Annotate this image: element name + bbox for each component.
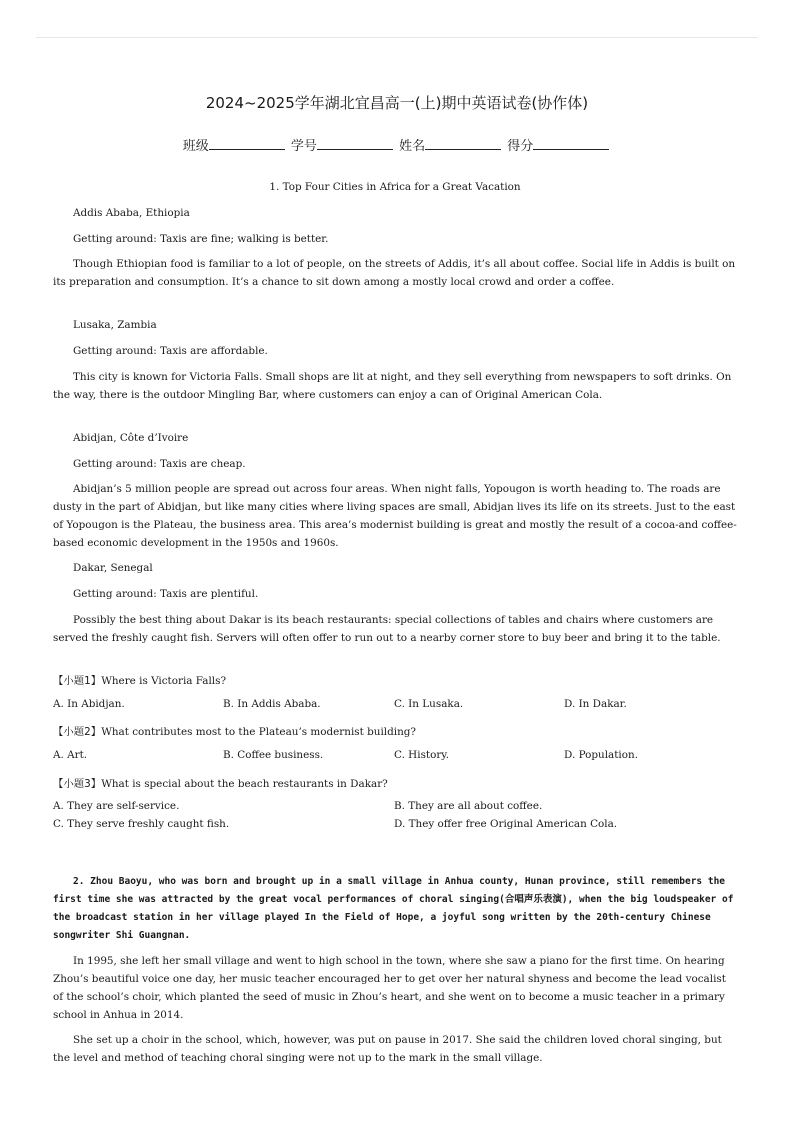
- question-label: 【小题3】: [53, 778, 102, 790]
- question-2: [53, 723, 737, 741]
- passage1-para: [53, 316, 737, 334]
- passage1-para: [53, 611, 737, 647]
- passage1-para: [53, 255, 737, 291]
- option-d[interactable]: D. They offer free Original American Cola.: [394, 818, 618, 830]
- passage1-text: [53, 204, 737, 222]
- option-a[interactable]: A. They are self-service.: [53, 800, 180, 812]
- city-heading: Addis Ababa, Ethiopia: [73, 207, 190, 219]
- paragraph: This city is known for Victoria Falls. Small shops are lit at night, and they sell everything from newspapers to soft drinks. On the way, there is the outdoor Mingling Bar, where customers can enjoy a can of Original American Cola.: [53, 371, 732, 401]
- student-info-fields: [0, 135, 794, 154]
- question-label: 【小题2】: [53, 726, 102, 738]
- exam-title: 2024~2025学年湖北宜昌高一(上)期中英语试卷(协作体): [205, 94, 589, 112]
- field-score-blank[interactable]: [533, 136, 609, 150]
- option-b[interactable]: B. Coffee business.: [223, 749, 324, 761]
- field-class-label: 班级: [182, 139, 209, 154]
- getting-around: Getting around: Taxis are plentiful.: [73, 588, 259, 600]
- option-a[interactable]: A. In Abidjan.: [53, 698, 125, 710]
- option-c[interactable]: C. They serve freshly caught fish.: [53, 818, 230, 830]
- question-3-options-row2: [53, 818, 737, 836]
- question-2-options: [53, 749, 737, 767]
- paragraph: Abidjan’s 5 million people are spread out across four areas. When night falls, Yopougon is worth heading to. The roads are dusty in the part of Abidjan, but like many cities where living spaces are small, Abidjan lives its life on its streets. Just to the east of Yopougon is the Plateau, the business area. This area’s modernist building is great and mostly the result of a cocoa-and coffee-based economic development in the 1950s and 1960s.: [53, 483, 737, 549]
- question-text: Where is Victoria Falls?: [101, 675, 227, 687]
- paragraph: She set up a choir in the school, which, however, was put on pause in 2017. She said the children loved choral singing, but the level and method of teaching choral singing were not up to the mark in the small village.: [53, 1034, 722, 1064]
- getting-around: Getting around: Taxis are affordable.: [73, 345, 268, 357]
- option-c[interactable]: C. In Lusaka.: [394, 698, 464, 710]
- question-text: What is special about the beach restaurants in Dakar?: [101, 778, 388, 790]
- option-b[interactable]: B. In Addis Ababa.: [223, 698, 321, 710]
- city-heading: Abidjan, Côte d’Ivoire: [73, 432, 189, 444]
- option-a[interactable]: A. Art.: [53, 749, 88, 761]
- city-heading: Dakar, Senegal: [73, 562, 153, 574]
- passage1-para: [53, 559, 737, 577]
- passage1-para: [53, 368, 737, 404]
- field-number-blank[interactable]: [317, 136, 393, 150]
- field-name-blank[interactable]: [425, 136, 501, 150]
- option-b[interactable]: B. They are all about coffee.: [394, 800, 543, 812]
- passage1-para: [53, 455, 737, 473]
- passage2-para: [53, 952, 737, 1024]
- getting-around: Getting around: Taxis are cheap.: [73, 458, 246, 470]
- passage1-para: [53, 342, 737, 360]
- passage1-title: 1. Top Four Cities in Africa for a Great Vacation: [269, 181, 521, 193]
- field-class-blank[interactable]: [209, 136, 285, 150]
- option-d[interactable]: D. In Dakar.: [564, 698, 627, 710]
- paragraph: Though Ethiopian food is familiar to a lot of people, on the streets of Addis, it’s all about coffee. Social life in Addis is built on its preparation and consumption. It’s a chance to sit down among a mostly local crowd and order a coffee.: [53, 258, 736, 288]
- page-top-rule: [36, 37, 758, 38]
- paragraph: Possibly the best thing about Dakar is its beach restaurants: special collections of tables and chairs where customers are served the freshly caught fish. Servers will often offer to run out to a nearby corner store to buy beer and bring it to the table.: [53, 614, 721, 644]
- question-1-options: [53, 698, 737, 716]
- passage1-para: [53, 230, 737, 248]
- passage1-para: [53, 429, 737, 447]
- passage2-intro-block: [53, 873, 737, 945]
- passage2-para: [53, 1031, 737, 1067]
- field-name-label: 姓名: [399, 139, 426, 154]
- field-score-label: 得分: [507, 139, 534, 154]
- passage2-intro: 2. Zhou Baoyu, who was born and brought up in a small village in Anhua county, Hunan province, still remembers the first time she was attracted by the great vocal performances of choral singing(合唱声乐表演), when the big loudspeaker of the broadcast station in her village played In the Field of Hope, a joyful song written by the 20th-century Chinese songwriter Shi Guangnan.: [53, 876, 734, 941]
- paragraph: In 1995, she left her small village and went to high school in the town, where she saw a piano for the first time. On hearing Zhou’s beautiful voice one day, her music teacher encouraged her to get over her natural shyness and become the lead vocalist of the school’s choir, which planted the seed of music in Zhou’s heart, and she went on to become a music teacher in a primary school in Anhua in 2014.: [53, 955, 726, 1021]
- option-d[interactable]: D. Population.: [564, 749, 639, 761]
- city-heading: Lusaka, Zambia: [73, 319, 157, 331]
- passage1-para: [53, 480, 737, 552]
- question-label: 【小题1】: [53, 675, 102, 687]
- passage1-para: [53, 585, 737, 603]
- option-c[interactable]: C. History.: [394, 749, 450, 761]
- question-3: [53, 775, 737, 793]
- question-text: What contributes most to the Plateau’s modernist building?: [101, 726, 416, 738]
- field-number-label: 学号: [290, 139, 317, 154]
- getting-around: Getting around: Taxis are fine; walking is better.: [73, 233, 329, 245]
- question-1: [53, 672, 737, 690]
- question-3-options-row1: [53, 800, 737, 818]
- passage1-title-block: [53, 178, 737, 196]
